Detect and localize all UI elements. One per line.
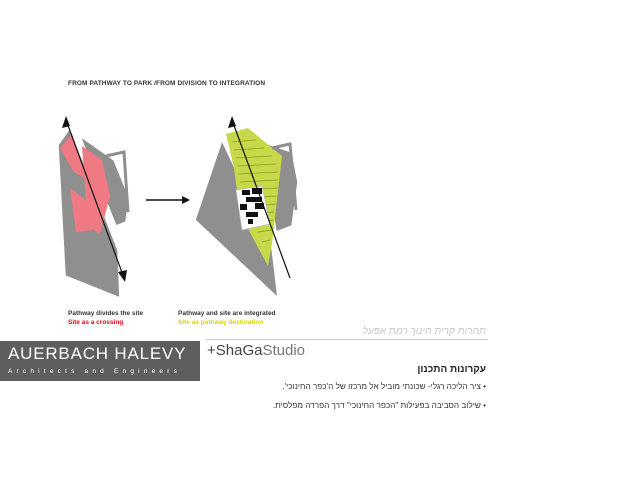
studio-logo [207, 342, 305, 359]
right-site-diagram [195, 116, 298, 298]
transition-arrow [146, 196, 190, 204]
studio-prefix: + [207, 342, 216, 359]
left-pathway-arrow-top [62, 116, 70, 128]
left-site-diagram [58, 116, 129, 298]
header-divider [206, 339, 488, 340]
project-title: תחרות קרית חינוך רמת אפעל [362, 326, 486, 337]
diagram-title: FROM PATHWAY TO PARK /FROM DIVISION TO INTEGRATION [68, 80, 266, 87]
firm-logo-subtitle: Architects and Engineers [8, 368, 182, 375]
principle-item: • ציר הליכה רגלי- שכונתי מוביל אל מרכזו של ה'כפר החינוכי'. [282, 382, 486, 391]
left-caption-subtitle: Site as a crossing [68, 319, 124, 326]
right-pathway-arrow-top [228, 116, 236, 128]
principles-heading: עקרונות התכנון [417, 364, 486, 375]
right-caption [178, 309, 276, 327]
principle-item: • שילוב הסביבה בפעילות "הכפר החינוכי" דרך הפרדה מפלסית. [272, 401, 486, 410]
firm-logo-name: AUERBACH HALEVY [8, 344, 187, 363]
studio-name-b: Studio [262, 342, 306, 359]
studio-name-a: ShaGa [215, 342, 263, 359]
right-caption-subtitle: Site as pathway destination [178, 319, 264, 326]
right-caption-title: Pathway and site are integrated [178, 310, 276, 317]
left-caption [68, 309, 143, 327]
left-caption-title: Pathway divides the site [68, 310, 144, 317]
